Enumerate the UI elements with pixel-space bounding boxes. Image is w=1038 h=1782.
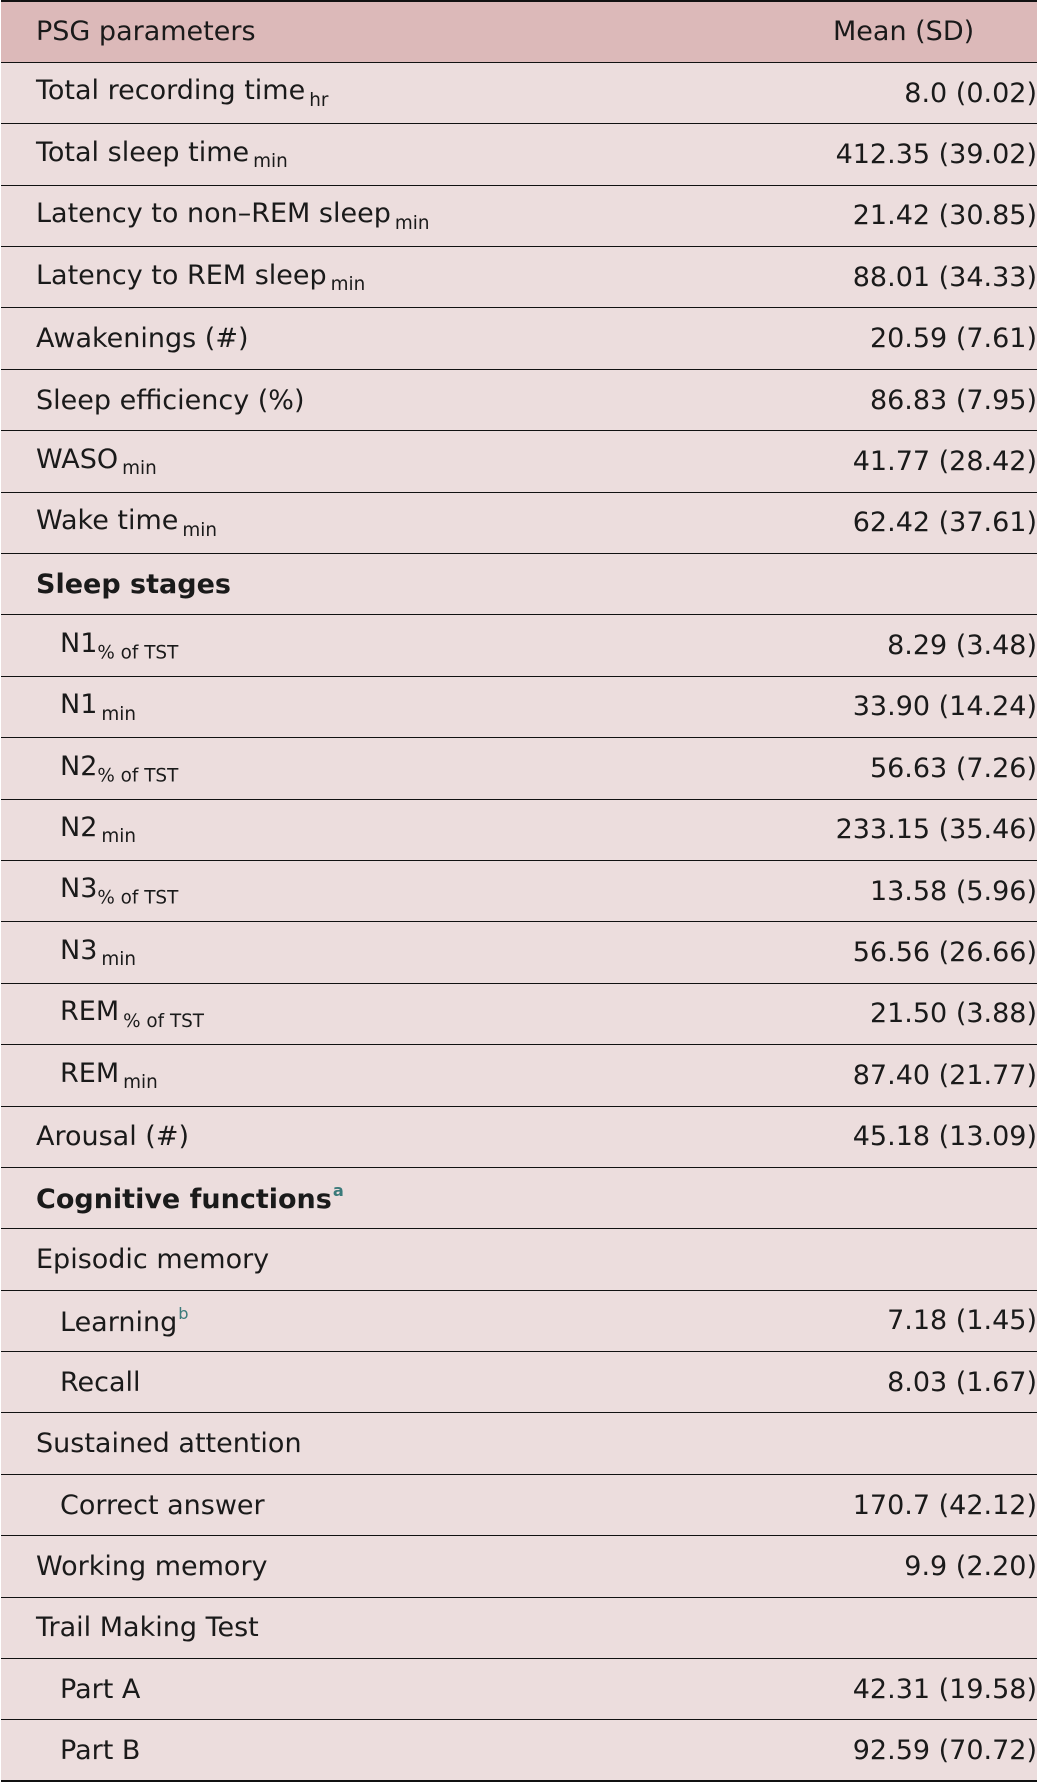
table-row <box>1 922 1037 983</box>
parameter-cell <box>1 1474 821 1535</box>
unit-subscript: min <box>394 212 430 234</box>
mean-sd-value: 21.50 (3.88) <box>869 998 1037 1030</box>
mean-sd-value: 86.83 (7.95) <box>869 384 1037 416</box>
table-row <box>1 62 1037 123</box>
mean-sd-cell <box>821 1413 1037 1474</box>
mean-sd-cell <box>821 615 1037 676</box>
parameter-label: Latency to non–REM sleep <box>36 198 391 230</box>
mean-sd-cell <box>821 62 1037 123</box>
parameter-cell <box>1 1597 821 1658</box>
footnote-marker[interactable]: b <box>178 1303 189 1323</box>
mean-sd-cell <box>821 799 1037 860</box>
parameter-label: WASO <box>36 443 119 475</box>
unit-subscript: % of TST <box>123 1010 205 1032</box>
table-header-row <box>1 1 1037 62</box>
mean-sd-value: 92.59 (70.72) <box>852 1734 1037 1766</box>
parameter-label: N1 <box>60 689 98 721</box>
table-row <box>1 1597 1037 1658</box>
parameter-cell <box>1 1352 821 1413</box>
mean-sd-cell <box>821 1045 1037 1106</box>
table-row <box>1 431 1037 492</box>
mean-sd-value: 233.15 (35.46) <box>835 814 1037 846</box>
parameter-label: Part A <box>60 1673 141 1705</box>
unit-subscript: % of TST <box>97 887 179 909</box>
table-row <box>1 799 1037 860</box>
mean-sd-value: 7.18 (1.45) <box>887 1305 1037 1337</box>
parameter-cell <box>1 615 821 676</box>
parameter-label: Episodic memory <box>36 1244 270 1275</box>
mean-sd-value: 170.7 (42.12) <box>852 1489 1037 1521</box>
parameter-label: Sleep stages <box>36 568 231 600</box>
parameter-label: Trail Making Test <box>36 1612 259 1644</box>
parameter-label: Sustained attention <box>36 1428 302 1460</box>
parameter-label: Recall <box>60 1366 141 1398</box>
mean-sd-cell <box>821 676 1037 737</box>
mean-sd-value: 21.42 (30.85) <box>852 200 1037 232</box>
parameter-cell <box>1 860 821 921</box>
parameter-cell <box>1 799 821 860</box>
parameter-cell <box>1 185 821 246</box>
mean-sd-cell <box>821 860 1037 921</box>
mean-sd-value: 8.29 (3.48) <box>887 630 1037 662</box>
mean-sd-cell <box>821 1106 1037 1167</box>
mean-sd-value: 42.31 (19.58) <box>852 1673 1037 1705</box>
parameter-label: Cognitive functions <box>36 1184 332 1216</box>
parameter-cell <box>1 1720 821 1781</box>
parameter-label: Awakenings (#) <box>36 323 249 355</box>
unit-subscript: hr <box>309 89 329 111</box>
mean-sd-value: 56.63 (7.26) <box>869 752 1037 784</box>
table-row <box>1 369 1037 430</box>
parameter-cell <box>1 1106 821 1167</box>
mean-sd-cell <box>821 1290 1037 1351</box>
unit-subscript: % of TST <box>97 642 179 664</box>
table-row <box>1 1352 1037 1413</box>
footnote-marker[interactable]: a <box>332 1181 344 1201</box>
mean-sd-value: 62.42 (37.61) <box>852 507 1037 539</box>
parameter-cell <box>1 1045 821 1106</box>
table-row <box>1 860 1037 921</box>
table-row <box>1 1413 1037 1474</box>
table-row <box>1 492 1037 553</box>
table-row <box>1 124 1037 185</box>
parameter-label: N3 <box>60 934 98 966</box>
mean-sd-value: 56.56 (26.66) <box>852 937 1037 969</box>
mean-sd-cell <box>821 1597 1037 1658</box>
parameter-cell <box>1 62 821 123</box>
parameter-label: Part B <box>60 1734 141 1766</box>
parameter-label: Total sleep time <box>36 136 250 168</box>
table-row <box>1 676 1037 737</box>
section-heading-cell <box>1 554 821 615</box>
mean-sd-value: 13.58 (5.96) <box>869 875 1037 907</box>
mean-sd-value: 33.90 (14.24) <box>852 691 1037 723</box>
mean-sd-value: 9.9 (2.20) <box>904 1550 1037 1582</box>
mean-sd-cell <box>821 554 1037 615</box>
table-row <box>1 185 1037 246</box>
unit-subscript: min <box>253 151 288 173</box>
parameter-label: Learning <box>60 1306 178 1338</box>
unit-subscript: min <box>101 949 137 971</box>
mean-sd-value: 87.40 (21.77) <box>852 1059 1037 1091</box>
unit-subscript: min <box>182 519 218 541</box>
mean-sd-value: 8.0 (0.02) <box>904 77 1037 109</box>
table-row <box>1 738 1037 799</box>
mean-sd-cell <box>821 1536 1037 1597</box>
mean-sd-cell <box>821 185 1037 246</box>
unit-subscript: min <box>330 273 366 295</box>
mean-sd-cell <box>821 738 1037 799</box>
mean-sd-cell <box>821 1474 1037 1535</box>
unit-subscript: min <box>123 1072 158 1094</box>
mean-sd-cell <box>821 1352 1037 1413</box>
table-row <box>1 1106 1037 1167</box>
table-row <box>1 1720 1037 1781</box>
table-row <box>1 1536 1037 1597</box>
parameter-cell <box>1 738 821 799</box>
mean-sd-value: 41.77 (28.42) <box>852 445 1037 477</box>
parameter-cell <box>1 1413 821 1474</box>
table-row <box>1 1474 1037 1535</box>
parameter-label: REM <box>60 996 120 1028</box>
mean-sd-cell <box>821 1229 1037 1290</box>
parameter-label: N2 <box>60 750 98 782</box>
unit-subscript: min <box>101 826 137 848</box>
mean-sd-cell <box>821 247 1037 308</box>
parameter-cell <box>1 983 821 1044</box>
parameter-cell <box>1 1229 821 1290</box>
psg-table-container <box>1 0 1037 1782</box>
parameter-label: N1 <box>60 627 98 659</box>
parameter-cell <box>1 247 821 308</box>
parameter-label: N3 <box>60 873 98 905</box>
table-row <box>1 554 1037 615</box>
column-header-mean-sd: Mean (SD) <box>833 16 975 48</box>
parameter-label: Arousal (#) <box>36 1121 189 1153</box>
mean-sd-cell <box>821 431 1037 492</box>
parameter-label: Wake time <box>36 505 179 537</box>
unit-subscript: min <box>122 458 157 480</box>
mean-sd-value: 20.59 (7.61) <box>869 323 1037 355</box>
parameter-label: Correct answer <box>60 1489 265 1521</box>
parameter-label: N2 <box>60 812 98 844</box>
mean-sd-cell <box>821 983 1037 1044</box>
parameter-label: Total recording time <box>36 75 306 107</box>
unit-subscript: % of TST <box>97 765 179 787</box>
table-row <box>1 1045 1037 1106</box>
mean-sd-value: 88.01 (34.33) <box>852 261 1037 293</box>
table-body <box>1 62 1037 1781</box>
table-row <box>1 1167 1037 1228</box>
mean-sd-cell <box>821 492 1037 553</box>
mean-sd-cell <box>821 1720 1037 1781</box>
parameter-cell <box>1 1536 821 1597</box>
table-row <box>1 983 1037 1044</box>
column-header-parameter: PSG parameters <box>36 16 256 48</box>
parameter-cell <box>1 1659 821 1720</box>
parameter-cell <box>1 922 821 983</box>
parameter-label: Working memory <box>36 1550 268 1582</box>
table-row <box>1 1659 1037 1720</box>
mean-sd-cell <box>821 369 1037 430</box>
mean-sd-cell <box>821 124 1037 185</box>
parameter-cell <box>1 676 821 737</box>
parameter-cell <box>1 1290 821 1351</box>
unit-subscript: min <box>101 703 137 725</box>
mean-sd-value: 8.03 (1.67) <box>887 1366 1037 1398</box>
parameter-cell <box>1 308 821 369</box>
table-row <box>1 247 1037 308</box>
parameter-label: REM <box>60 1057 120 1089</box>
mean-sd-cell <box>821 922 1037 983</box>
parameter-cell <box>1 492 821 553</box>
parameter-label: Sleep efficiency (%) <box>36 384 305 416</box>
mean-sd-cell <box>821 308 1037 369</box>
table-row <box>1 308 1037 369</box>
parameter-label: Latency to REM sleep <box>36 259 327 291</box>
section-heading-cell <box>1 1167 821 1228</box>
parameter-cell <box>1 431 821 492</box>
table-row <box>1 1290 1037 1351</box>
mean-sd-value: 412.35 (39.02) <box>835 138 1037 170</box>
table-row <box>1 1229 1037 1290</box>
parameter-cell <box>1 369 821 430</box>
parameter-cell <box>1 124 821 185</box>
psg-parameters-table <box>1 0 1037 1782</box>
table-row <box>1 615 1037 676</box>
mean-sd-cell <box>821 1659 1037 1720</box>
mean-sd-value: 45.18 (13.09) <box>852 1121 1037 1153</box>
mean-sd-cell <box>821 1167 1037 1228</box>
